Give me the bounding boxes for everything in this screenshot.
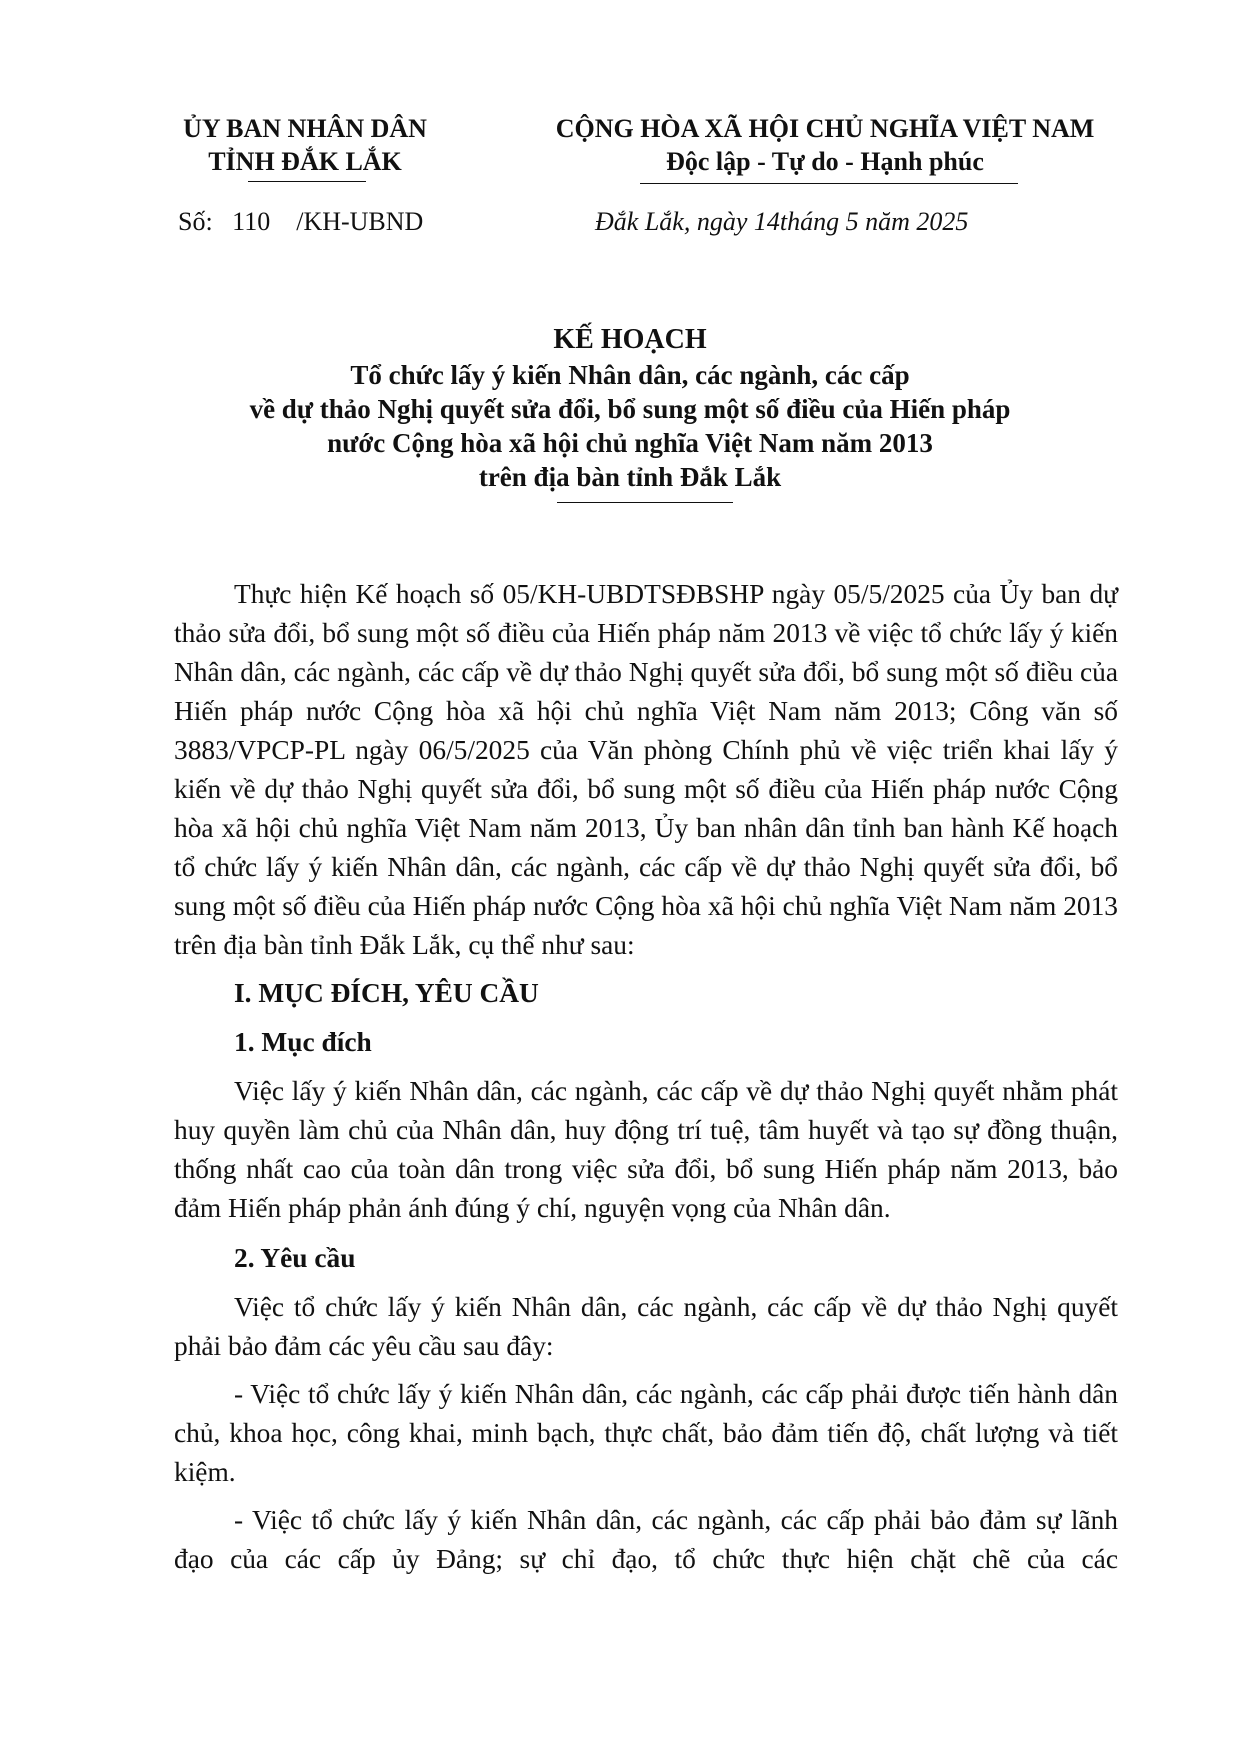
issuer-underline bbox=[248, 181, 366, 182]
document-number: Số: 110 /KH-UBND bbox=[178, 207, 424, 236]
title-underline bbox=[557, 502, 733, 503]
section-heading: I. MỤC ĐÍCH, YÊU CẦU bbox=[234, 978, 539, 1008]
subsection-heading-requirements: 2. Yêu cầu bbox=[234, 1243, 356, 1273]
issuer-province: TỈNH ĐẮK LẮK bbox=[208, 147, 402, 176]
title-line-4: trên địa bàn tỉnh Đắk Lắk bbox=[478, 462, 782, 492]
document-date: Đắk Lắk, ngày 14tháng 5 năm 2025 bbox=[595, 207, 969, 236]
document-type: KẾ HOẠCH bbox=[553, 324, 707, 355]
national-motto: Độc lập - Tự do - Hạnh phúc bbox=[666, 147, 984, 176]
purpose-paragraph: Việc lấy ý kiến Nhân dân, các ngành, các cấp về dự thảo Nghị quyết nhằm phát huy quyền làm chủ của Nhân dân, huy động trí tuệ, tâm huyết và tạo sự đồng thuận, thống nhất cao của toàn dân trong việc sửa đổi, bổ sung Hiến pháp năm 2013, bảo đảm Hiến pháp phản ánh đúng ý chí, nguyện vọng của Nhân dân. bbox=[174, 1076, 1118, 1223]
intro-paragraph: Thực hiện Kế hoạch số 05/KH-UBDTSĐBSHP ngày 05/5/2025 của Ủy ban dự thảo sửa đổi, bổ sung một số điều của Hiến pháp năm 2013 về việc tổ chức lấy ý kiến Nhân dân, các ngành, các cấp về dự thảo Nghị quyết sửa đổi, bổ sung một số điều của Hiến pháp nước Cộng hòa xã hội chủ nghĩa Việt Nam năm 2013; Công văn số 3883/VPCP-PL ngày 06/5/2025 của Văn phòng Chính phủ về việc triển khai lấy ý kiến về dự thảo Nghị quyết sửa đổi, bổ sung một số điều của Hiến pháp nước Cộng hòa xã hội chủ nghĩa Việt Nam năm 2013, Ủy ban nhân dân tỉnh ban hành Kế hoạch tổ chức lấy ý kiến Nhân dân, các ngành, các cấp về dự thảo Nghị quyết sửa đổi, bổ sung một số điều của Hiến pháp nước Cộng hòa xã hội chủ nghĩa Việt Nam năm 2013 trên địa bàn tỉnh Đắk Lắk, cụ thể như sau: bbox=[174, 579, 1118, 960]
requirement-item-2: - Việc tổ chức lấy ý kiến Nhân dân, các ngành, các cấp phải bảo đảm sự lãnh đạo của các cấp ủy Đảng; sự chỉ đạo, tổ chức thực hiện chặt chẽ của các bbox=[174, 1505, 1118, 1574]
title-line-1: Tổ chức lấy ý kiến Nhân dân, các ngành, các cấp bbox=[350, 360, 910, 390]
motto-underline bbox=[640, 183, 1018, 184]
title-line-3: nước Cộng hòa xã hội chủ nghĩa Việt Nam năm 2013 bbox=[327, 428, 933, 458]
national-title: CỘNG HÒA XÃ HỘI CHỦ NGHĨA VIỆT NAM bbox=[555, 114, 1095, 143]
requirement-item-1: - Việc tổ chức lấy ý kiến Nhân dân, các ngành, các cấp phải được tiến hành dân chủ, khoa học, công khai, minh bạch, thực chất, bảo đảm tiến độ, chất lượng và tiết kiệm. bbox=[174, 1379, 1118, 1487]
requirements-intro-paragraph: Việc tổ chức lấy ý kiến Nhân dân, các ngành, các cấp về dự thảo Nghị quyết phải bảo đảm các yêu cầu sau đây: bbox=[174, 1292, 1118, 1361]
subsection-heading-purpose: 1. Mục đích bbox=[234, 1027, 372, 1057]
document-title-block bbox=[160, 322, 1100, 494]
title-line-2: về dự thảo Nghị quyết sửa đổi, bổ sung một số điều của Hiến pháp bbox=[249, 394, 1011, 424]
issuer-name: ỦY BAN NHÂN DÂN bbox=[183, 114, 427, 143]
document-body bbox=[174, 575, 1118, 1588]
